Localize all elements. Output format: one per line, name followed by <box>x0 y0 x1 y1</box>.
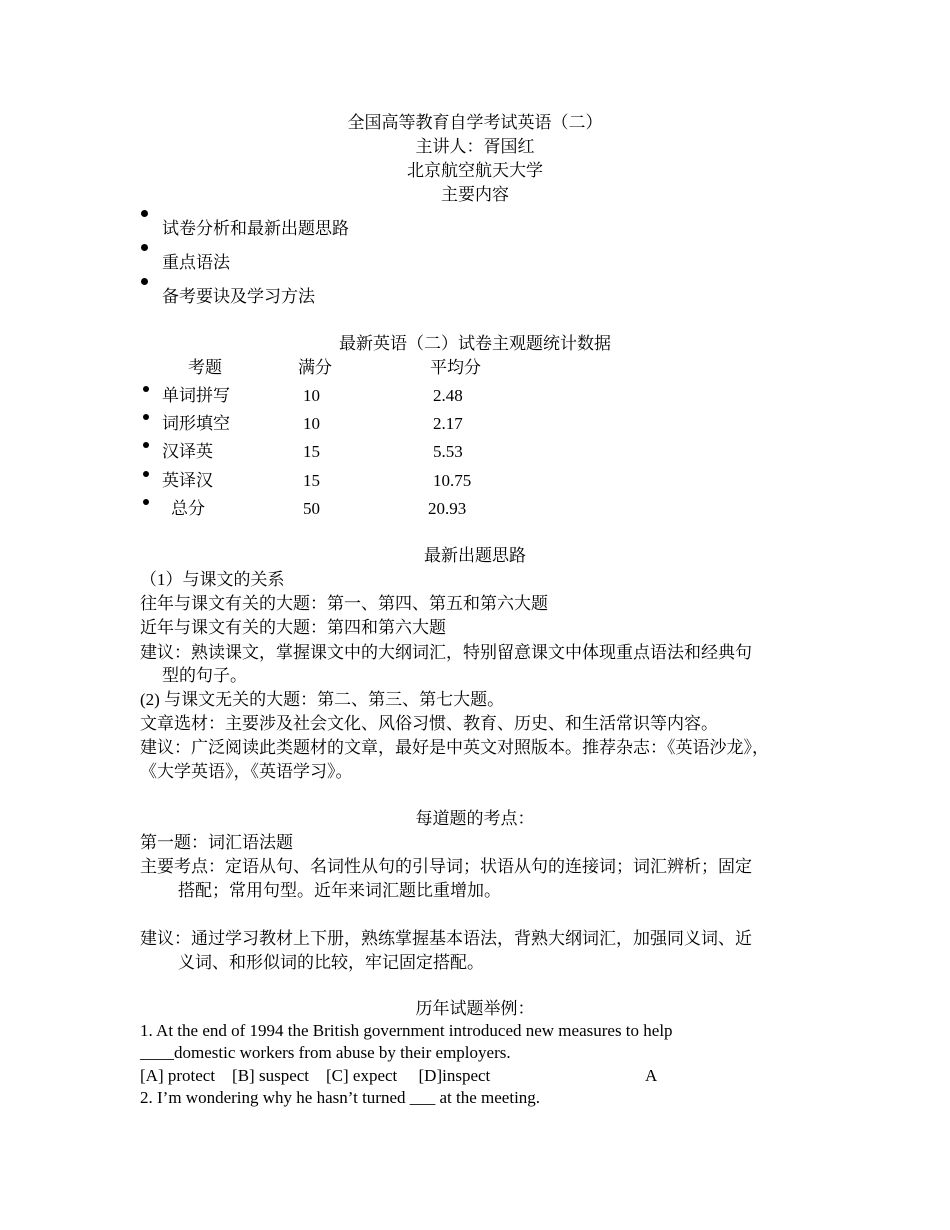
example-question: ____domestic workers from abuse by their employers. <box>140 1043 511 1062</box>
stats-column-header: 平均分 <box>430 358 481 377</box>
ideas-paragraph: (2) 与课文无关的大题：第二、第三、第七大题。 <box>140 690 505 709</box>
points-paragraph: 主要考点：定语从句、名词性从句的引导词；状语从句的连接词；词汇辨析；固定 <box>140 857 752 876</box>
bullet-icon <box>143 442 149 448</box>
stats-full: 10 <box>303 414 320 433</box>
stats-avg: 5.53 <box>433 442 463 461</box>
example-answer: A <box>645 1066 658 1085</box>
ideas-heading: 最新出题思路 <box>424 546 526 565</box>
stats-item: 英译汉 <box>162 471 213 490</box>
stats-column-header: 满分 <box>298 358 332 377</box>
ideas-paragraph: 建议：熟读课文，掌握课文中的大纲词汇，特别留意课文中体现重点语法和经典句 <box>140 643 752 662</box>
bullet-icon <box>143 471 149 477</box>
points-heading: 每道题的考点： <box>415 809 535 828</box>
points-paragraph: 建议：通过学习教材上下册，熟练掌握基本语法，背熟大纲词汇，加强同义词、近 <box>140 929 752 948</box>
points-paragraph: 义词、和形似词的比较，牢记固定搭配。 <box>178 953 484 972</box>
lecturer-line: 主讲人：胥国红 <box>415 137 535 156</box>
university-line: 北京航空航天大学 <box>407 161 543 180</box>
stats-column-header: 考题 <box>188 358 222 377</box>
ideas-paragraph: 近年与课文有关的大题：第四和第六大题 <box>140 618 446 637</box>
ideas-paragraph: 型的句子。 <box>162 666 247 685</box>
example-question: 2. I’m wondering why he hasn’t turned ___ at the meeting. <box>140 1088 541 1107</box>
points-paragraph: 第一题：词汇语法题 <box>140 833 293 852</box>
stats-avg: 20.93 <box>428 499 467 518</box>
contents-item: 备考要诀及学习方法 <box>162 287 315 306</box>
contents-heading: 主要内容 <box>441 185 509 204</box>
stats-full: 15 <box>303 471 320 490</box>
stats-full: 15 <box>303 442 320 461</box>
stats-item: 词形填空 <box>162 414 230 433</box>
stats-avg: 2.17 <box>433 414 463 433</box>
examples-heading: 历年试题举例： <box>415 999 535 1018</box>
bullet-icon <box>141 244 148 251</box>
stats-avg: 2.48 <box>433 386 463 405</box>
bullet-icon <box>143 499 149 505</box>
bullet-icon <box>141 278 148 285</box>
example-options: [A] protect [B] suspect [C] expect [D]inspect <box>140 1066 491 1085</box>
stats-item: 总分 <box>171 499 205 518</box>
ideas-paragraph: 建议：广泛阅读此类题材的文章，最好是中英文对照版本。推荐杂志：《英语沙龙》， <box>140 738 769 757</box>
ideas-paragraph: 往年与课文有关的大题：第一、第四、第五和第六大题 <box>140 594 548 613</box>
bullet-icon <box>141 210 148 217</box>
bullet-icon <box>143 386 149 392</box>
ideas-paragraph: 文章选材：主要涉及社会文化、风俗习惯、教育、历史、和生活常识等内容。 <box>140 714 718 733</box>
bullet-icon <box>143 414 149 420</box>
points-paragraph: 搭配；常用句型。近年来词汇题比重增加。 <box>178 881 501 900</box>
stats-title: 最新英语（二）试卷主观题统计数据 <box>339 334 611 353</box>
stats-item: 汉译英 <box>162 442 213 461</box>
stats-full: 10 <box>303 386 320 405</box>
ideas-paragraph: （1）与课文的关系 <box>140 570 285 589</box>
contents-item: 重点语法 <box>162 253 230 272</box>
contents-item: 试卷分析和最新出题思路 <box>162 219 349 238</box>
stats-avg: 10.75 <box>433 471 472 490</box>
stats-full: 50 <box>303 499 320 518</box>
example-question: 1. At the end of 1994 the British government introduced new measures to help <box>140 1021 673 1040</box>
ideas-paragraph: 《大学英语》，《英语学习》。 <box>140 762 353 781</box>
stats-item: 单词拼写 <box>162 386 230 405</box>
document-title: 全国高等教育自学考试英语（二） <box>347 113 603 132</box>
